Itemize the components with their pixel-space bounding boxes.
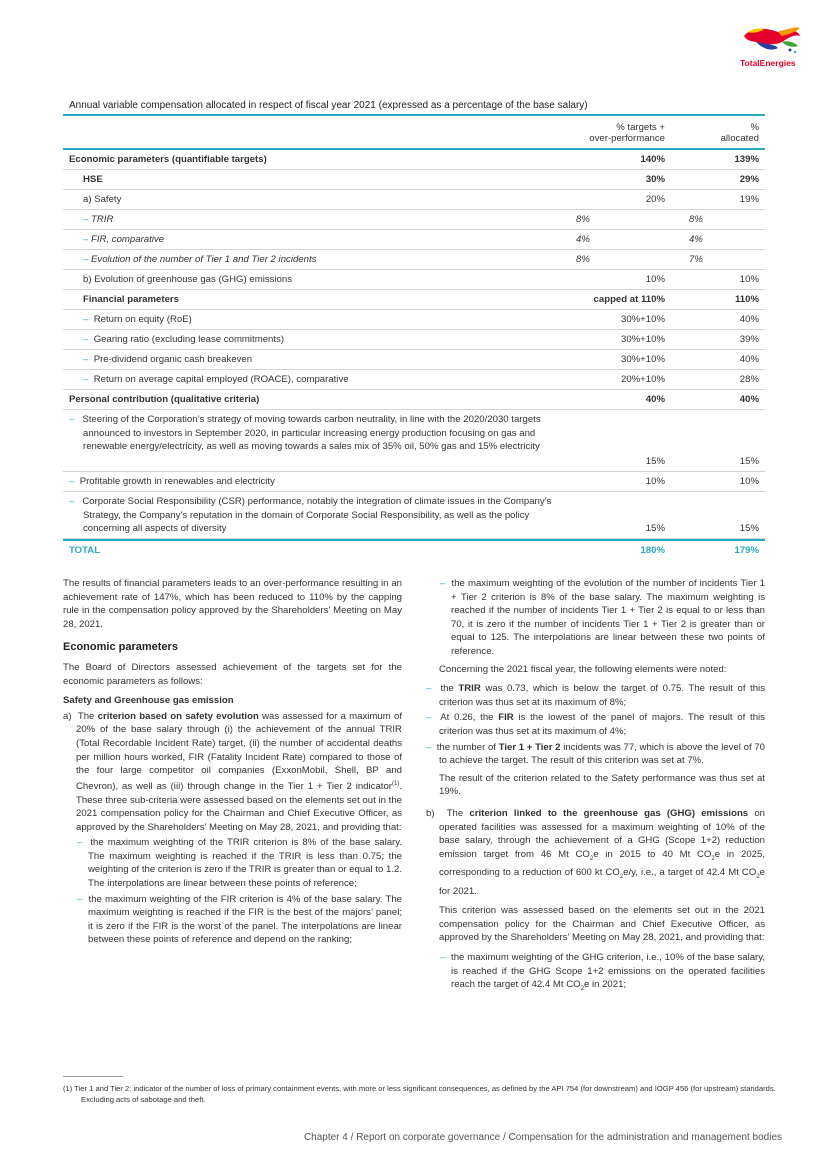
paragraph: This criterion was assessed based on the elements set out in the 2021 compensation policy for the Chairman and Chief Executive Officer, as approved by the Shareholders’ Meeting on May 28, 2021, and providing that: (439, 905, 765, 944)
table-row: Economic parameters (quantifiable targets) 140% 139% (63, 150, 765, 170)
chapter-footer: Chapter 4 / Report on corporate governance / Compensation for the administration and management bodies (303, 1132, 782, 1143)
col1-header: % targets + over-performance (589, 122, 665, 144)
list-item-a: a) The criterion based on safety evolution was assessed for a maximum of 20% of the base salary through (i) the achievement of the annual TRIR (Total Recordable Incident Rate) target, (ii) the number of accidental deaths per million hours worked, FIR (Fatality Incident Rate) compared to those of the four large competitor oil companies (ExxonMobil, Shell, BP and Chevron), as well as (iii) through change in the Tier 1 + Tier 2 indicator$^{(1)}$. These three sub-criteria were assessed based on the elements set out in the 2021 compensation policy for the Chairman and Chief Executive Officer, as approved by the Shareholders’ Meeting on May 28, 2021, and providing that: (63, 710, 402, 833)
footnote-rule (63, 1076, 123, 1077)
list-item: – the maximum weighting of the FIR criterion is 4% of the base salary. The maximum weighting is reached if the FIR is the best of the majors’ panel; it is zero if the FIR is the worst of the panel. The interpolations are linear between these points of reference and depend on the ranking; (77, 893, 402, 946)
paragraph: The result of the criterion related to the Safety performance was thus set at 19%. (439, 772, 765, 798)
list-item: – the number of Tier 1 + Tier 2 incidents was 77, which is above the level of 70 to achieve the target. The result of this criterion was set at 7%. (426, 741, 765, 767)
footnote: (1) Tier 1 and Tier 2: indicator of the number of loss of primary containment events, with more or less significant consequences, as defined by the API 754 (for downstream) and IOGP 456 (for upstream) standards. Excluding acts of sabotage and theft. (63, 1084, 776, 1104)
list-item: – the maximum weighting of the GHG criterion, i.e., 10% of the base salary, is reached if the GHG Scope 1+2 emissions on the operated facilities reach the target of 42.4 Mt $CO_2e$ in 2021; (440, 952, 765, 993)
table-row: – TRIR 8% 8% (63, 210, 765, 230)
subsection-heading: Safety and Greenhouse gas emission (63, 695, 234, 707)
compensation-table (63, 114, 765, 559)
list-item: – At 0.26, the FIR is the lowest of the panel of majors. The result of this criterion was thus set at its maximum of 4%; (426, 712, 765, 737)
section-heading: Economic parameters (63, 641, 178, 654)
table-row: – Corporate Social Responsibility (CSR) performance, notably the integration of climate issues in the Company’s Strategy, the Company’s reputation in the domain of Corporate Social Responsibility, as well as the policy concerning all aspects of diversity 15% 15% (63, 492, 765, 539)
table-row: HSE 30% 29% (63, 170, 765, 190)
table-row: – FIR, comparative 4% 4% (63, 230, 765, 250)
list-item: – the maximum weighting of the evolution of the number of incidents Tier 1 + Tier 2 criterion is 8% of the base salary. The maximum weighting is reached if the number of incidents Tier 1 + Tier 2 is equal to or less than 70, it is zero if the number of incidents Tier 1 + Tier 2 is greater than or equal to 125. The interpolations are linear between these two points of reference. (440, 578, 765, 657)
table-row: – Steering of the Corporation’s strategy of moving towards carbon neutrality, in line with the 2020/2030 targets announced to investors in September 2020, in particular increasing energy production focusing on gas and renewable energy/electricity, as well as moving towards a sales mix of 35% oil, 50% gas and 15% electricity 15% 15% (63, 410, 765, 472)
table-total-row: TOTAL 180% 179% (63, 539, 765, 559)
table-row: – Profitable growth in renewables and electricity 10% 10% (63, 472, 765, 492)
table-row: – Evolution of the number of Tier 1 and Tier 2 incidents 8% 7% (63, 250, 765, 270)
list-item: – the TRIR was 0.73, which is below the target of 0.75. The result of this criterion was thus set at its maximum of 8%; (426, 683, 765, 708)
list-item-b: b) The criterion linked to the greenhouse gas (GHG) emissions on operated facilities was assessed for a maximum weighting of 10% of the base salary, through the achievement of a GHG (Scope 1+2) reduction emission target from 46 Mt $CO_2e$ in 2015 to 40 Mt $CO_2e$ in 2025, corresponding to a reduction of 600 kt $CO_2e/y$, i.e., a target of 42.4 Mt $CO_2e$ for 2021. (426, 807, 765, 897)
table-row: Financial parameters capped at 110% 110% (63, 290, 765, 310)
table-row: Personal contribution (qualitative criteria) 40% 40% (63, 390, 765, 410)
left-column (63, 577, 402, 953)
table-row: – Gearing ratio (excluding lease commitments) 30%+10% 39% (63, 330, 765, 350)
table-header (63, 114, 765, 150)
table-row: – Pre-dividend organic cash breakeven 30%+10% 40% (63, 350, 765, 370)
table-row: a) Safety 20% 19% (63, 190, 765, 210)
list-item: – the maximum weighting of the TRIR criterion is 8% of the base salary. The maximum weighting is reached if the TRIR is less than 0.75; the weighting of the criterion is zero if the TRIR is greater than or equal to 1.2. The interpolations are linear between these points of reference; (77, 837, 402, 890)
table-row: – Return on average capital employed (ROACE), comparative 20%+10% 28% (63, 370, 765, 390)
table-title: Annual variable compensation allocated in respect of fiscal year 2021 (expressed as a percentage of the base salary) (69, 100, 588, 111)
totalenergies-logo (738, 22, 804, 72)
brand-name: TotalEnergies (740, 58, 796, 68)
col2-header: % allocated (720, 122, 759, 144)
table-row: – Return on equity (RoE) 30%+10% 40% (63, 310, 765, 330)
paragraph: The results of financial parameters leads to an over-performance resulting in an achievement rate of 147%, which has been reduced to 110% by the capping rule in the compensation policy approved by the Shareholders’ Meeting on May 28, 2021. (63, 578, 402, 630)
paragraph: Concerning the 2021 fiscal year, the following elements were noted: (439, 663, 727, 675)
right-column (426, 577, 765, 1003)
paragraph: The Board of Directors assessed achievement of the targets set for the economic parameters as follows: (63, 661, 402, 687)
table-row: b) Evolution of greenhouse gas (GHG) emissions 10% 10% (63, 270, 765, 290)
logo-mark-icon (738, 22, 804, 58)
